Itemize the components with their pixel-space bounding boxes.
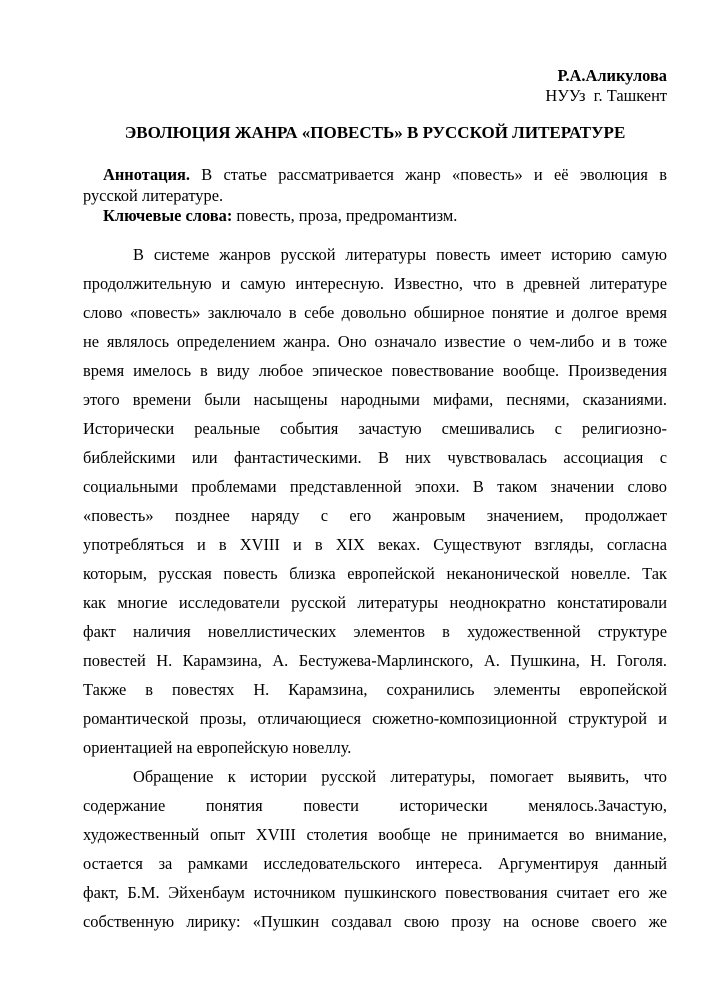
body-line: Исторически реальные события зачастую смешивались с религиозно- (83, 418, 667, 438)
keywords-line (83, 206, 667, 227)
body-line: социальными проблемами представленной эпохи. В таком значении слово (83, 476, 667, 496)
paragraph-2 (83, 762, 667, 936)
annotation-block (83, 165, 667, 227)
body-line: остается за рамками исследовательского интереса. Аргументируя данный (83, 853, 667, 873)
body-line: «повесть» позднее наряду с его жанровым значением, продолжает (83, 505, 667, 525)
body-line: продолжительную и самую интересную. Известно, что в древней литературе (83, 273, 667, 293)
annotation-label: Аннотация. (103, 165, 191, 184)
body-line: не являлось определением жанра. Оно означало известие о чем-либо и в тоже (83, 331, 667, 351)
body-line: художественный опыт XVIII столетия вообще не принимается во внимание, (83, 824, 667, 844)
body-line: содержание понятия повести исторически менялось.Зачастую, (83, 795, 667, 815)
annotation-line-2: русской литературе. (83, 185, 224, 205)
document-title: ЭВОЛЮЦИЯ ЖАНРА «ПОВЕСТЬ» В РУССКОЙ ЛИТЕРАТУРЕ (124, 123, 626, 142)
body-line: время имелось в виду любое эпическое повествование вообще. Произведения (83, 360, 667, 380)
document-content (83, 0, 667, 936)
body-line: факт, Б.М. Эйхенбаум источником пушкинского повествования считает его же (83, 882, 667, 902)
body-line: Обращение к истории русской литературы, помогает выявить, что (133, 766, 667, 786)
document-header (83, 66, 667, 106)
body-line: библейскими или фантастическими. В них чувствовалась ассоциация с (83, 447, 667, 467)
body-text (83, 240, 667, 936)
body-line: употребляться и в XVIII и в XIX веках. Существуют взгляды, согласна (83, 534, 667, 554)
annotation-line-1 (83, 165, 667, 186)
author-affiliation: НУУз г. Ташкент (545, 86, 667, 105)
body-line: слово «повесть» заключало в себе довольно обширное понятие и долгое время (83, 302, 667, 322)
body-line: этого времени были насыщены народными мифами, песнями, сказаниями. (83, 389, 667, 409)
body-line: собственную лирику: «Пушкин создавал свою прозу на основе своего же (83, 911, 667, 931)
body-line: повестей Н. Карамзина, А. Бестужева-Марлинского, А. Пушкина, Н. Гоголя. (83, 650, 667, 670)
author-name: Р.А.Аликулова (557, 66, 667, 85)
keywords-text: повесть, проза, предромантизм. (232, 206, 458, 225)
annotation-text: В статье рассматривается жанр «повесть» и её эволюция в (190, 165, 667, 184)
body-line: которым, русская повесть близка европейской неканонической новелле. Так (83, 563, 667, 583)
body-line: В системе жанров русской литературы повесть имеет историю самую (133, 244, 667, 264)
paragraph-1 (83, 240, 667, 762)
body-line: Также в повестях Н. Карамзина, сохранились элементы европейской (83, 679, 667, 699)
body-line: как многие исследователи русской литературы неоднократно констатировали (83, 592, 667, 612)
keywords-label: Ключевые слова: (103, 206, 233, 225)
body-line: романтической прозы, отличающиеся сюжетно-композиционной структурой и (83, 708, 667, 728)
body-line: факт наличия новеллистических элементов в художественной структуре (83, 621, 667, 641)
body-line: ориентацией на европейскую новеллу. (83, 737, 352, 757)
